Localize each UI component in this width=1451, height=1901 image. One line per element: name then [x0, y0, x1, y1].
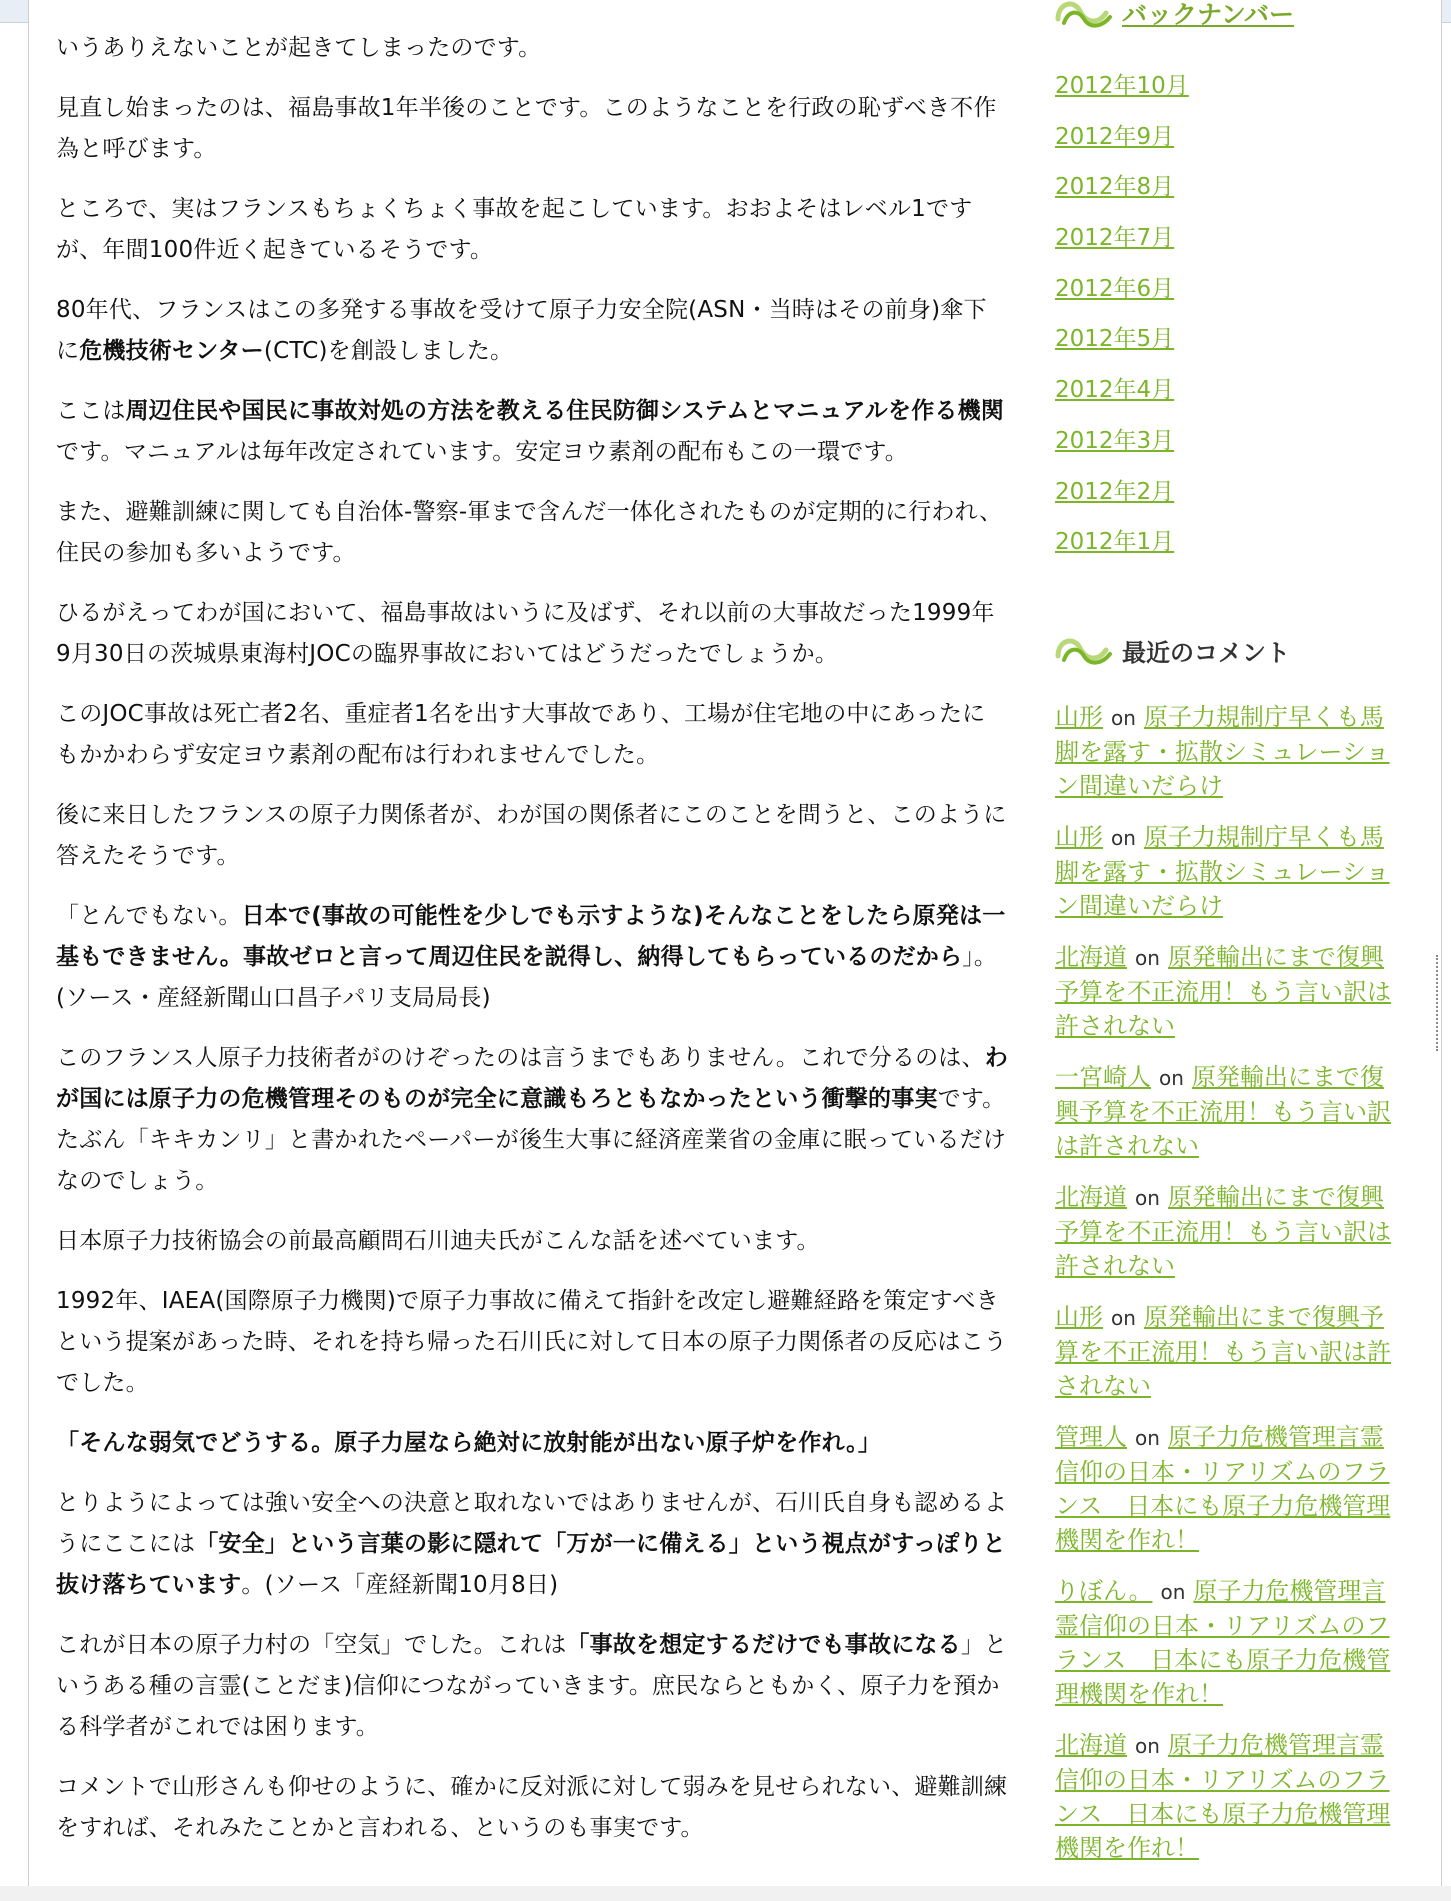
article-content: [56, 28, 1008, 1868]
article-paragraph: [56, 391, 1008, 473]
comment-on-label: on: [1111, 1306, 1136, 1330]
article-paragraph: [56, 492, 1008, 574]
comment-on-label: on: [1135, 1426, 1160, 1450]
emphasis-text: 「安全」という言葉の影に隠れて「万が一に備える」という視点がすっぽりと抜け落ちています: [56, 1531, 1006, 1598]
comments-title-label: 最近のコメント: [1122, 638, 1290, 667]
comment-item: [1055, 1728, 1397, 1865]
paragraph-text: コメントで山形さんも仰せのように、確かに反対派に対して弱みを見せられない、避難訓練をすれば、それみたことかと言われる、というのも事実です。: [56, 1774, 1008, 1841]
swirl-logo-icon: [1052, 630, 1114, 670]
comment-item: [1055, 1060, 1397, 1163]
comment-post-link[interactable]: 原子力規制庁早くも馬脚を露す・拡散シミュレーション間違いだらけ: [1055, 703, 1390, 800]
article-paragraph: [56, 1423, 1008, 1464]
article-paragraph: [56, 1483, 1008, 1606]
archives-title-label[interactable]: バックナンバー: [1122, 0, 1295, 29]
comment-author-link[interactable]: 山形: [1055, 823, 1103, 851]
paragraph-text: (CTC)を創設しました。: [263, 338, 514, 364]
paragraph-text: 1992年、IAEA(国際原子力機関)で原子力事故に備えて指針を改定し避難経路を策定すべきという提案があった時、それを持ち帰った石川氏に対して日本の原子力関係者の反応はこうでした。: [56, 1288, 1007, 1396]
archive-list: [1055, 66, 1189, 573]
emphasis-text: 日本で(事故の可能性を少しでも示すような)そんなことをしたら原発は一基もできません。事故ゼロと言って周辺住民を説得し、納得してもらっているのだから: [56, 903, 1006, 970]
comment-on-label: on: [1159, 1066, 1184, 1090]
paragraph-text: 見直し始まったのは、福島事故1年半後のことです。このようなことを行政の恥ずべき不作為と呼びます。: [56, 95, 997, 162]
archive-link[interactable]: 2012年1月: [1055, 529, 1175, 556]
archive-item: [1055, 421, 1189, 472]
comment-post-link[interactable]: 原発輸出にまで復興予算を不正流用！もう言い訳は許されない: [1055, 1303, 1391, 1400]
emphasis-text: 「事故を想定するだけでも事故になる: [566, 1632, 961, 1658]
paragraph-text: いうありえないことが起きてしまったのです。: [56, 35, 542, 61]
article-paragraph: [56, 290, 1008, 372]
article-paragraph: [56, 1625, 1008, 1748]
comment-post-link[interactable]: 原子力危機管理言霊信仰の日本・リアリズムのフランス 日本にも原子力危機管理機関を作れ！: [1055, 1577, 1391, 1708]
paragraph-text: 後に来日したフランスの原子力関係者が、わが国の関係者にこのことを問うと、このように答えたそうです。: [56, 802, 1007, 869]
archive-item: [1055, 319, 1189, 370]
archive-link[interactable]: 2012年7月: [1055, 225, 1175, 252]
paragraph-text: このJOC事故は死亡者2名、重症者1名を出す大事故であり、工場が住宅地の中にあったにもかかわらず安定ヨウ素剤の配布は行われませんでした。: [56, 701, 986, 768]
archive-link[interactable]: 2012年3月: [1055, 427, 1175, 454]
comment-on-label: on: [1135, 1186, 1160, 1210]
archive-link[interactable]: 2012年4月: [1055, 377, 1175, 404]
archive-link[interactable]: 2012年9月: [1055, 123, 1175, 150]
comment-on-label: on: [1135, 1734, 1160, 1758]
archive-link[interactable]: 2012年6月: [1055, 275, 1175, 302]
archives-widget-title: [1052, 0, 1294, 38]
comment-author-link[interactable]: 北海道: [1055, 943, 1127, 971]
emphasis-text: 周辺住民や国民に事故対処の方法を教える住民防御システムとマニュアルを作る機関: [125, 398, 1004, 424]
archive-item: [1055, 66, 1189, 117]
paragraph-text: 」。(ソース・産経新聞山口昌子パリ支局局長): [56, 944, 998, 1011]
article-body: [56, 0, 1008, 1886]
recent-comments-list: [1055, 700, 1397, 1882]
comment-post-link[interactable]: 原発輸出にまで復興予算を不正流用！もう言い訳は許されない: [1055, 1063, 1391, 1160]
archive-item: [1055, 522, 1189, 573]
article-paragraph: [56, 189, 1008, 271]
comment-author-link[interactable]: 管理人: [1055, 1423, 1127, 1451]
article-paragraph: [56, 1038, 1008, 1202]
comment-post-link[interactable]: 原発輸出にまで復興予算を不正流用！もう言い訳は許されない: [1055, 943, 1391, 1040]
comment-author-link[interactable]: りぼん。: [1055, 1577, 1153, 1605]
paragraph-text: 「とんでもない。: [56, 903, 242, 929]
bottom-bar: [0, 1886, 1451, 1901]
archive-link[interactable]: 2012年10月: [1055, 73, 1189, 99]
sidebar: [1052, 0, 1397, 1886]
archive-item: [1055, 167, 1189, 218]
comment-item: [1055, 1180, 1397, 1283]
comment-post-link[interactable]: 原子力規制庁早くも馬脚を露す・拡散シミュレーション間違いだらけ: [1055, 823, 1390, 920]
comment-on-label: on: [1111, 826, 1136, 850]
swirl-logo-icon: [1052, 0, 1114, 33]
paragraph-text: ここは: [56, 398, 126, 424]
archive-item: [1055, 472, 1189, 523]
paragraph-text: です。マニュアルは毎年改定されています。安定ヨウ素剤の配布もこの一環です。: [56, 439, 908, 465]
paragraph-text: ところで、実はフランスもちょくちょく事故を起こしています。おおよそはレベル1ですが、年間100件近く起きているそうです。: [56, 196, 973, 263]
archive-item: [1055, 117, 1189, 168]
archive-item: [1055, 269, 1189, 320]
paragraph-text: 日本原子力技術協会の前最高顧問石川迪夫氏がこんな話を述べています。: [56, 1228, 820, 1254]
emphasis-text: 「そんな弱気でどうする。原子力屋なら絶対に放射能が出ない原子炉を作れ。」: [56, 1430, 882, 1456]
comment-on-label: on: [1135, 946, 1160, 970]
paragraph-text: とりようによっては強い安全への決意と取れないではありませんが、石川氏自身も認めるようにここには: [56, 1490, 1008, 1557]
comment-on-label: on: [1111, 706, 1136, 730]
paragraph-text: 。(ソース「産経新聞10月8日): [241, 1572, 559, 1598]
paragraph-text: ひるがえってわが国において、福島事故はいうに及ばず、それ以前の大事故だった1999年9月30日の茨城県東海村JOCの臨界事故においてはどうだったでしょうか。: [56, 600, 995, 667]
emphasis-text: 危機技術センター: [79, 338, 264, 364]
comment-author-link[interactable]: 山形: [1055, 1303, 1103, 1331]
comment-item: [1055, 1420, 1397, 1557]
comments-widget-title: [1052, 630, 1290, 670]
article-paragraph: [56, 1281, 1008, 1404]
emphasis-text: わが国には原子力の危機管理そのものが完全に意識もろともなかったという衝撃的事実: [56, 1045, 1008, 1112]
comment-post-link[interactable]: 原発輸出にまで復興予算を不正流用！もう言い訳は許されない: [1055, 1183, 1391, 1280]
archive-item: [1055, 370, 1189, 421]
article-paragraph: [56, 1221, 1008, 1262]
comment-post-link[interactable]: 原子力危機管理言霊信仰の日本・リアリズムのフランス 日本にも原子力危機管理機関を作れ！: [1055, 1423, 1391, 1554]
paragraph-text: また、避難訓練に関しても自治体-警察-軍まで含んだ一体化されたものが定期的に行われ、住民の参加も多いようです。: [56, 499, 1003, 566]
archive-link[interactable]: 2012年8月: [1055, 174, 1175, 201]
comment-item: [1055, 820, 1397, 923]
comment-item: [1055, 700, 1397, 803]
paragraph-text: このフランス人原子力技術者がのけぞったのは言うまでもありません。これで分るのは、: [56, 1045, 985, 1071]
comment-post-link[interactable]: 原子力危機管理言霊信仰の日本・リアリズムのフランス 日本にも原子力危機管理機関を作れ！: [1055, 1731, 1391, 1862]
paragraph-text: です。たぶん「キキカンリ」と書かれたペーパーが後生大事に経済産業省の金庫に眠っているだけなのでしょう。: [56, 1086, 1007, 1194]
paragraph-text: 」というある種の言霊(ことだま)信仰につながっていきます。庶民ならともかく、原子力を預かる科学者がこれでは困ります。: [56, 1632, 1008, 1740]
archive-link[interactable]: 2012年2月: [1055, 478, 1175, 505]
paragraph-text: 80年代、フランスはこの多発する事故を受けて原子力安全院(ASN・当時はその前身)傘下に: [56, 297, 987, 364]
archive-link[interactable]: 2012年5月: [1055, 326, 1175, 353]
article-paragraph: [56, 28, 1008, 69]
article-paragraph: [56, 694, 1008, 776]
article-paragraph: [56, 593, 1008, 675]
comment-author-link[interactable]: 一宮崎人: [1055, 1063, 1151, 1091]
article-paragraph: [56, 896, 1008, 1019]
article-paragraph: [56, 1767, 1008, 1849]
comment-item: [1055, 940, 1397, 1043]
comment-item: [1055, 1300, 1397, 1403]
scrollbar-grip[interactable]: [1436, 955, 1444, 1051]
comment-author-link[interactable]: 山形: [1055, 703, 1103, 731]
archive-item: [1055, 218, 1189, 269]
article-paragraph: [56, 88, 1008, 170]
paragraph-text: これが日本の原子力村の「空気」でした。これは: [56, 1632, 567, 1658]
comment-on-label: on: [1160, 1580, 1186, 1604]
comment-author-link[interactable]: 北海道: [1055, 1183, 1127, 1211]
comment-item: [1055, 1574, 1397, 1711]
article-paragraph: [56, 795, 1008, 877]
comment-author-link[interactable]: 北海道: [1055, 1731, 1127, 1759]
